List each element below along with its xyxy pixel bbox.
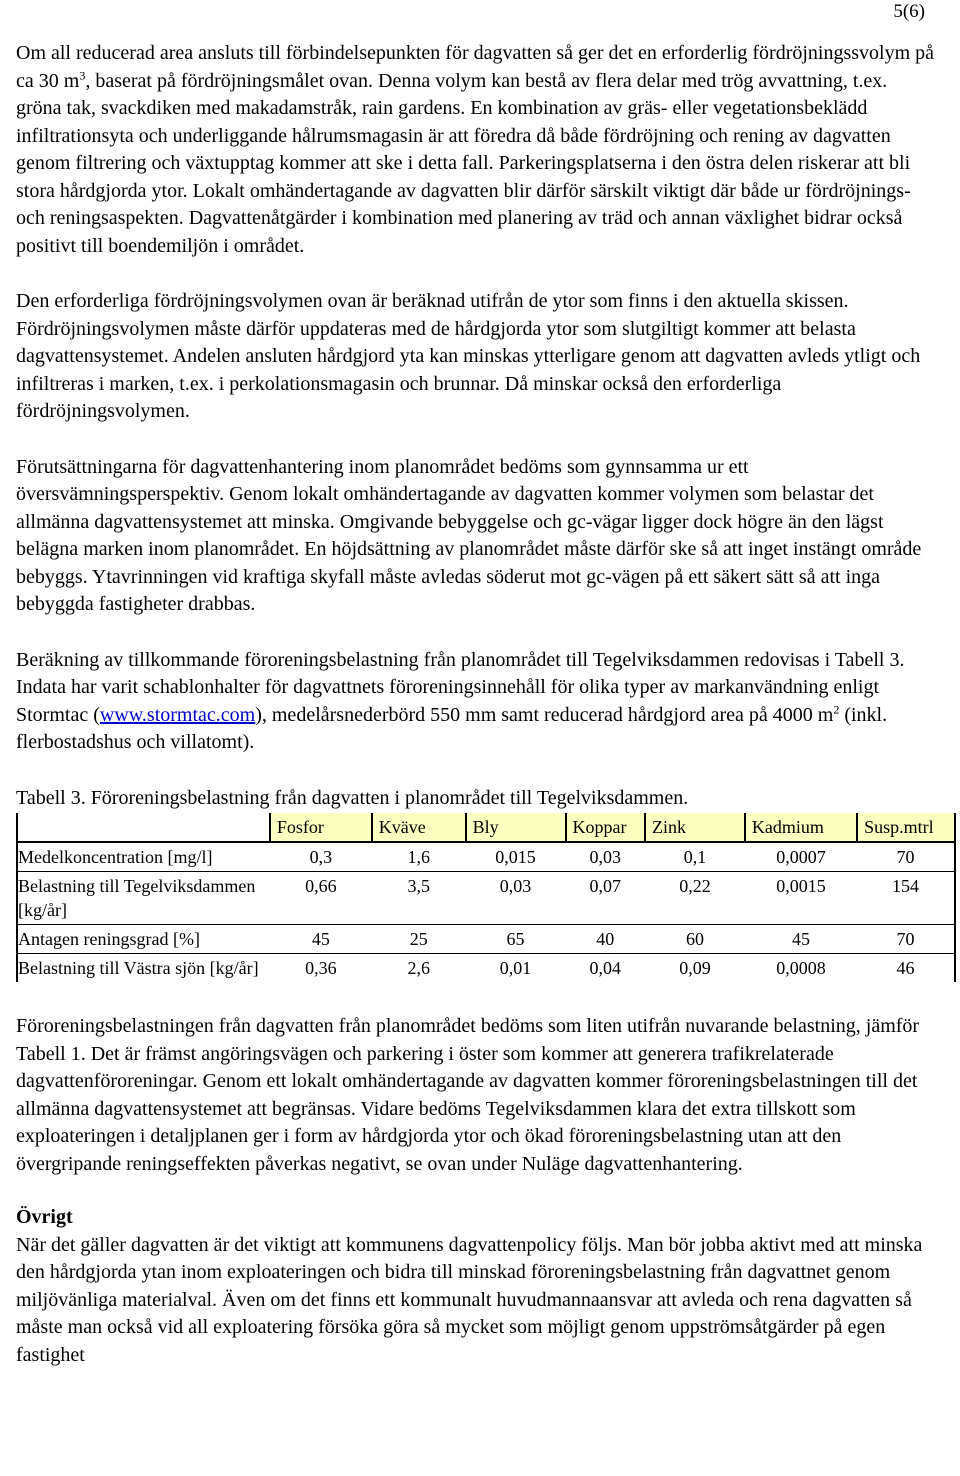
table-cell: 1,6 <box>372 842 466 872</box>
table-cell: 40 <box>566 925 646 954</box>
table-row-label: Belastning till Tegelviksdammen [kg/år] <box>17 872 270 925</box>
paragraph-text: Beräkning av tillkommande föroreningsbelastning från planområdet till Tegelviksdammen redovisas i Tabell 3. Indata har varit schablonhalter för dagvattnets föroreningsinnehåll för olika typer av markanvändning enligt Stormtac ( <box>16 648 905 726</box>
table-cell: 0,36 <box>305 958 337 978</box>
document-body <box>16 40 936 1397</box>
superscript: 3 <box>79 67 86 82</box>
table-caption: Tabell 3. Föroreningsbelastning från dagvatten i planområdet till Tegelviksdammen. <box>16 786 689 809</box>
paragraph-flood-perspective: Förutsättningarna för dagvattenhantering inom planområdet bedöms som gynnsamma ur ett översvämningsperspektiv. Genom lokalt omhändertagande av dagvatten kommer volymen som belastar det allmänna dagvattensystemet att minska. Omgivande bebyggelse och gc-vägar ligger dock högre än den lägst belägna marken inom planområdet. En höjdsättning av planområdet måste därför ske så att inget instängt område bebyggs. Ytavrinningen vid kraftiga skyfall måste avledas söderut mot gc-vägen på ett säkert sätt så att inga bebyggda fastigheter drabbas. <box>16 455 922 615</box>
table-cell: 3,5 <box>372 872 466 925</box>
table-cell: 0,66 <box>270 872 372 925</box>
table-cell: 0,03 <box>466 872 566 925</box>
table-cell: 65 <box>466 925 566 954</box>
pollution-table <box>16 813 956 982</box>
table-cell: 0,0008 <box>776 958 826 978</box>
table-cell: 0,1 <box>645 842 745 872</box>
paragraph-pollution-assessment: Föroreningsbelastningen från dagvatten från planområdet bedöms som liten utifrån nuvarande belastning, jämför Tabell 1. Det är främst angöringsvägen och parkering i öster som kommer att generera trafikrelaterade dagvattenföroreningar. Genom ett lokalt omhändertagande av dagvatten kommer föroreningsbelastningen till det allmänna dagvattensystemet att begränsas. Vidare bedöms Tegelviksdammen klara det extra tillskott som exploateringen i detaljplanen ger i form av hårdgjorda ytor och ökad föroreningsbelastning utan att den övergripande reningseffekten påverkas negativt, se ovan under Nuläge dagvattenhantering. <box>16 1015 920 1175</box>
paragraph-text: ), medelårsnederbörd 550 mm samt reducerad hårdgjord area på 4000 m <box>255 703 834 726</box>
table-cell: 0,04 <box>589 958 621 978</box>
table-header-cell: Kadmium <box>745 813 857 842</box>
table-cell: 70 <box>857 925 955 954</box>
stormtac-link[interactable]: www.stormtac.com <box>99 703 256 726</box>
table-cell: 0,09 <box>679 958 711 978</box>
table-cell: 46 <box>857 954 955 983</box>
table-cell: 0,0007 <box>745 842 857 872</box>
table-cell: 0,3 <box>270 842 372 872</box>
table-header-cell: Koppar <box>566 813 646 842</box>
table-cell: 0,0015 <box>745 872 857 925</box>
table-cell: 45 <box>745 925 857 954</box>
table-header-cell <box>17 813 270 842</box>
table-cell: 0,22 <box>645 872 745 925</box>
table-cell: 0,07 <box>566 872 646 925</box>
paragraph-text: (inkl. flerbostadshus och villatomt). <box>16 703 888 753</box>
table-cell: 0,03 <box>566 842 646 872</box>
paragraph-required-volume: Den erforderliga fördröjningsvolymen ovan är beräknad utifrån de ytor som finns i den aktuella skissen. Fördröjningsvolymen måste därför uppdateras med de hårdgjorda ytor som slutgiltigt kommer att belasta dagvattensystemet. Andelen ansluten hårdgjord yta kan minskas ytterligare genom att dagvatten avleds ytligt och infiltreras i marken, t.ex. i perkolationsmagasin och brunnar. Då minskar också den erforderliga fördröjningsvolymen. <box>16 290 921 422</box>
table-section <box>16 785 936 983</box>
table-row-label: Antagen reningsgrad [%] <box>17 925 270 954</box>
table-cell: 2,6 <box>407 958 430 978</box>
table-header-cell: Bly <box>466 813 566 842</box>
paragraph-policy: När det gäller dagvatten är det viktigt att kommunens dagvattenpolicy följs. Man bör jobba aktivt med att minska den hårdgjorda ytan inom exploateringen och bidra till minskad föroreningsbelastning från dagvattnet genom miljövänliga materialval. Även om det finns ett kommunalt huvudmannaansvar att avleda och rena dagvatten så måste man också vid all exploatering försöka göra så mycket som möjligt genom uppströmsåtgärder på egen fastighet <box>16 1233 923 1366</box>
table-header-cell: Kväve <box>372 813 466 842</box>
table-cell: 0,015 <box>466 842 566 872</box>
table-header-cell: Susp.mtrl <box>857 813 955 842</box>
table-row <box>17 925 955 954</box>
table-cell: 25 <box>372 925 466 954</box>
table-cell: 70 <box>857 842 955 872</box>
section-heading-ovrigt: Övrigt <box>16 1206 73 1228</box>
table-cell: 0,01 <box>499 958 532 978</box>
paragraph-pollution-calculation <box>16 647 936 757</box>
table-header-cell: Zink <box>645 813 745 842</box>
paragraph-text: Om all reducerad area ansluts till förbindelsepunkten för dagvatten så ger det en erforderlig fördröjningssvolym på ca 30 m <box>16 42 935 92</box>
table-cell: 45 <box>270 925 372 954</box>
paragraph-text: , baserat på fördröjningsmålet ovan. Denna volym kan bestå av flera delar med trög avvattning, t.ex. gröna tak, svackdiken med makadamstråk, rain gardens. En kombination av gräs- eller vegetationsbeklädd infiltrationsyta och underliggande hålrumsmagasin är att föredra då både fördröjning och rening av dagvatten genom filtrering och växtupptag kommer att ske i detta fall. Parkeringsplatserna i den östra delen riskerar att bli stora hårdgjorda ytor. Lokalt omhändertagande av dagvatten blir därför särskilt viktigt där både ur fördröjnings- och reningsaspekten. Dagvattenåtgärder i kombination med planering av träd och annan växlighet bidrar också positivt till boendemiljön i området. <box>16 69 911 257</box>
table-row <box>17 954 955 983</box>
table-row <box>17 872 955 925</box>
table-header-row <box>17 813 955 842</box>
table-cell: 60 <box>645 925 745 954</box>
table-row <box>17 842 955 872</box>
superscript: 2 <box>833 701 840 716</box>
page-number: 5(6) <box>893 1 925 22</box>
table-header-cell: Fosfor <box>270 813 372 842</box>
table-row-label: Medelkoncentration [mg/l] <box>17 842 270 872</box>
paragraph-retention-volume <box>16 40 936 260</box>
table-cell: 154 <box>857 872 955 925</box>
table-row-label: Belastning till Västra sjön [kg/år] <box>17 954 270 983</box>
